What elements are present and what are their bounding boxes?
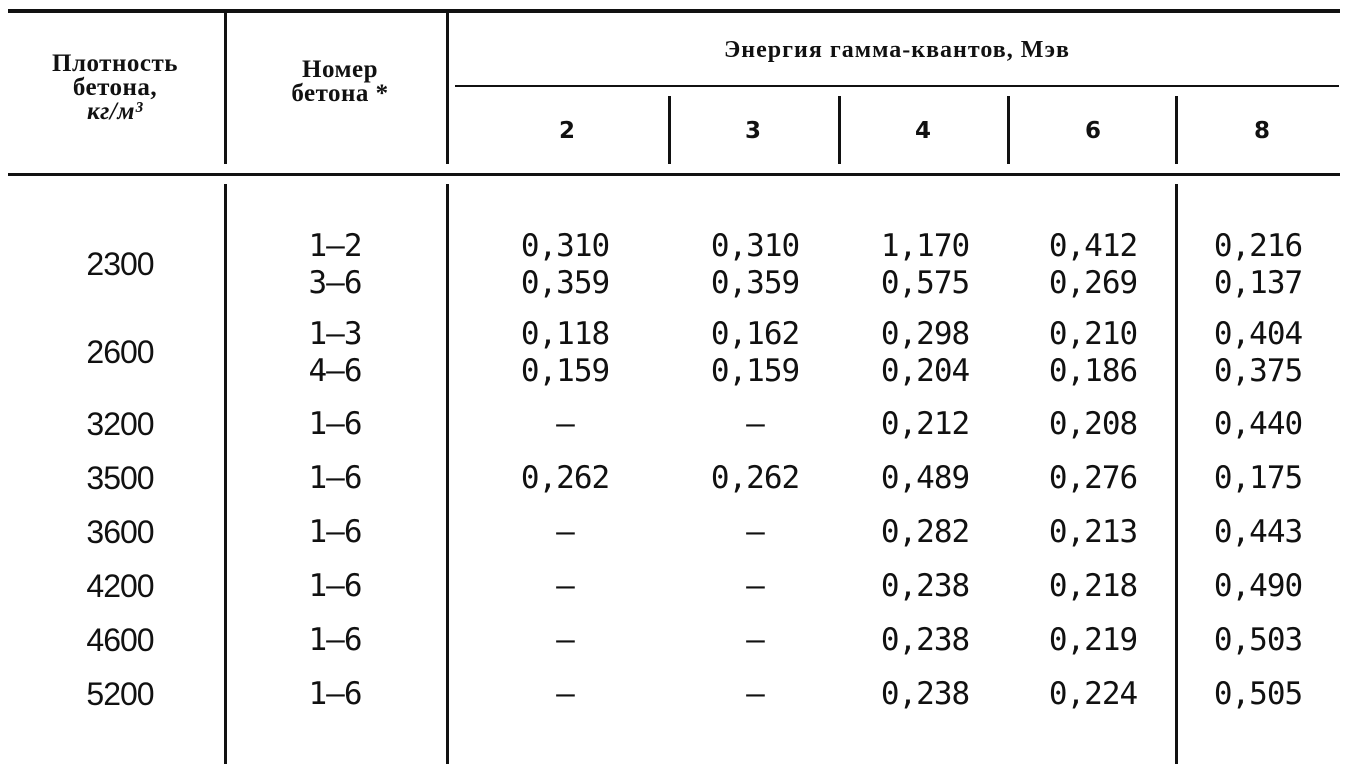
density-cell: 2300 (86, 246, 154, 282)
density-cell: 2600 (86, 334, 154, 370)
value-cell: — (556, 622, 574, 658)
value-cell: 0,204 (880, 353, 970, 389)
value-cell: 0,162 (710, 316, 800, 352)
concrete-number-cell: 1—6 (308, 406, 362, 442)
column-divider (668, 96, 671, 164)
density-cell: 4200 (86, 568, 154, 604)
value-cell: 0,269 (1048, 265, 1138, 301)
density-header (20, 52, 210, 124)
value-cell: 0,262 (710, 460, 800, 496)
value-cell: 0,219 (1048, 622, 1138, 658)
value-cell: — (556, 406, 574, 442)
density-header-line: Плотность (52, 50, 178, 77)
concrete-number-cell: 1—6 (308, 568, 362, 604)
concrete-number-cell: 3—6 (308, 265, 362, 301)
value-cell: 0,404 (1213, 316, 1303, 352)
density-cell: 5200 (86, 676, 154, 712)
value-cell: 0,505 (1213, 676, 1303, 712)
column-divider (224, 184, 227, 764)
value-cell: 0,137 (1213, 265, 1303, 301)
table-header-rule (8, 173, 1340, 176)
column-divider (224, 12, 227, 164)
value-cell: — (746, 568, 764, 604)
value-cell: 0,310 (710, 228, 800, 264)
column-divider (446, 184, 449, 764)
energy-column-header: 3 (744, 118, 761, 144)
value-cell: 0,359 (520, 265, 610, 301)
value-cell: 0,490 (1213, 568, 1303, 604)
value-cell: 1,170 (880, 228, 970, 264)
value-cell: 0,359 (710, 265, 800, 301)
value-cell: — (746, 406, 764, 442)
column-divider (838, 96, 841, 164)
value-cell: 0,159 (710, 353, 800, 389)
value-cell: 0,218 (1048, 568, 1138, 604)
value-cell: 0,212 (880, 406, 970, 442)
value-cell: 0,216 (1213, 228, 1303, 264)
number-header (245, 58, 435, 106)
concrete-number-cell: 1—6 (308, 460, 362, 496)
column-divider (1175, 96, 1178, 164)
density-cell: 3600 (86, 514, 154, 550)
value-cell: 0,489 (880, 460, 970, 496)
value-cell: — (556, 568, 574, 604)
value-cell: 0,213 (1048, 514, 1138, 550)
value-cell: 0,186 (1048, 353, 1138, 389)
density-cell: 3500 (86, 460, 154, 496)
value-cell: 0,276 (1048, 460, 1138, 496)
energy-header: Энергия гамма-квантов, Мэв (724, 37, 1070, 63)
density-header-line: бетона, (72, 74, 158, 101)
density-cell: 4600 (86, 622, 154, 658)
number-header-line: бетона * (291, 80, 389, 107)
column-divider (1007, 96, 1010, 164)
value-cell: 0,503 (1213, 622, 1303, 658)
value-cell: 0,210 (1048, 316, 1138, 352)
value-cell: — (556, 514, 574, 550)
value-cell: — (746, 676, 764, 712)
number-header-line: Номер (302, 56, 378, 83)
value-cell: 0,262 (520, 460, 610, 496)
concrete-number-cell: 4—6 (308, 353, 362, 389)
value-cell: 0,443 (1213, 514, 1303, 550)
value-cell: — (746, 514, 764, 550)
value-cell: 0,375 (1213, 353, 1303, 389)
energy-column-header: 2 (558, 118, 575, 144)
value-cell: 0,412 (1048, 228, 1138, 264)
value-cell: 0,238 (880, 676, 970, 712)
value-cell: 0,310 (520, 228, 610, 264)
value-cell: 0,208 (1048, 406, 1138, 442)
value-cell: 0,159 (520, 353, 610, 389)
value-cell: 0,298 (880, 316, 970, 352)
concrete-number-cell: 1—6 (308, 622, 362, 658)
concrete-number-cell: 1—3 (308, 316, 362, 352)
value-cell: 0,175 (1213, 460, 1303, 496)
value-cell: 0,224 (1048, 676, 1138, 712)
energy-header-rule (455, 85, 1339, 87)
column-divider (446, 12, 449, 164)
table-top-rule (8, 9, 1340, 13)
energy-column-header: 6 (1084, 118, 1101, 144)
value-cell: 0,238 (880, 622, 970, 658)
value-cell: 0,238 (880, 568, 970, 604)
concrete-number-cell: 1—6 (308, 514, 362, 550)
concrete-number-cell: 1—6 (308, 676, 362, 712)
concrete-number-cell: 1—2 (308, 228, 362, 264)
value-cell: 0,118 (520, 316, 610, 352)
value-cell: — (746, 622, 764, 658)
density-header-unit: кг/м³ (87, 98, 143, 125)
energy-column-header: 4 (914, 118, 931, 144)
value-cell: — (556, 676, 574, 712)
value-cell: 0,440 (1213, 406, 1303, 442)
value-cell: 0,282 (880, 514, 970, 550)
density-cell: 3200 (86, 406, 154, 442)
energy-column-header: 8 (1253, 118, 1270, 144)
value-cell: 0,575 (880, 265, 970, 301)
